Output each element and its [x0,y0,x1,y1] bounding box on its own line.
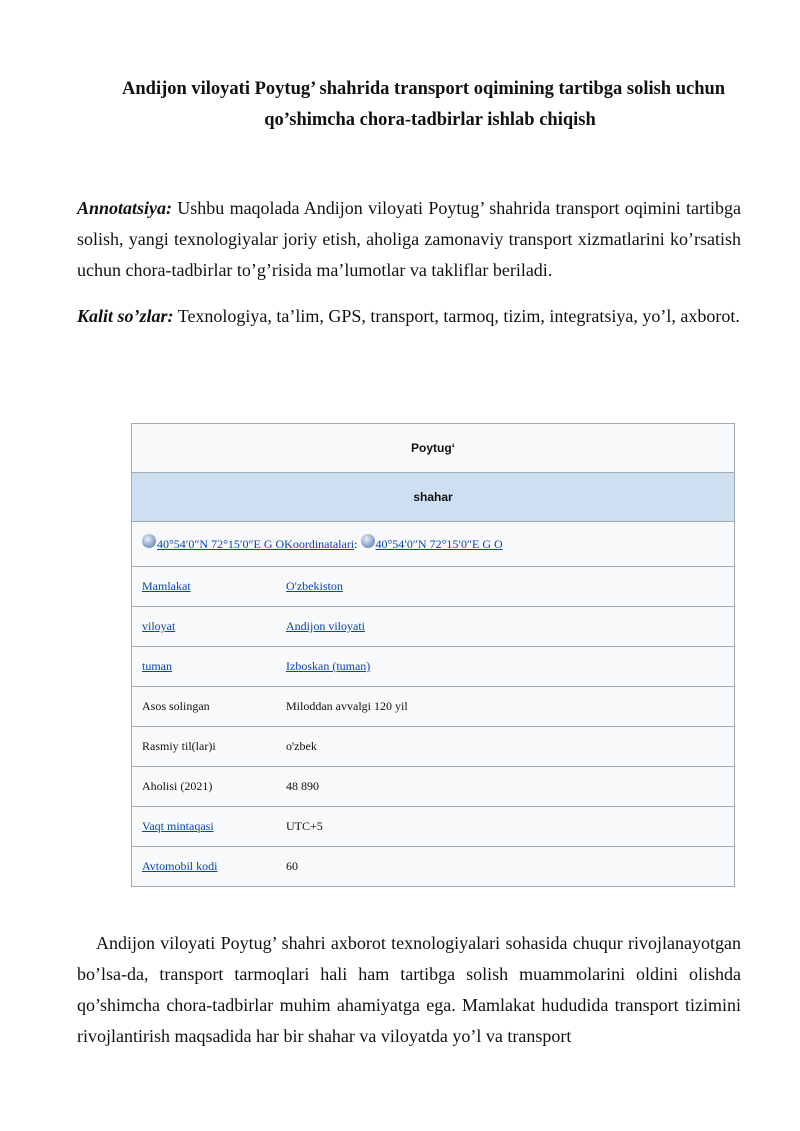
infobox-row-label: Asos solingan [142,699,210,713]
infobox-row [132,647,734,687]
infobox-row-label: Aholisi (2021) [142,779,213,793]
title-line-2: qo’shimcha chora-tadbirlar ishlab chiqish [264,110,596,130]
infobox-row-value: 48 890 [286,779,319,793]
infobox-row [132,567,734,607]
keywords-lead: Kalit so’zlar: [77,306,174,326]
keywords-text: Texnologiya, ta’lim, GPS, transport, tarmoq, tizim, integratsiya, yo’l, axborot. [177,306,740,326]
infobox-row-label[interactable]: Mamlakat [142,579,191,593]
infobox-row-value: UTC+5 [286,819,323,833]
infobox-row [132,847,734,886]
infobox-subtitle: shahar [132,473,734,522]
title-line-1: Andijon viloyati Poytug’ shahrida transport oqimining tartibga solish uchun [122,79,726,99]
infobox-title: Poytug‘ [132,424,734,473]
coordinates-colon: : [354,536,358,551]
infobox-row-label[interactable]: Vaqt mintaqasi [142,819,214,833]
infobox-coordinates [132,522,734,567]
coordinates-label-link[interactable]: Koordinatalari [284,536,355,551]
coordinates-link-2[interactable]: 40°54′0″N 72°15′0″E G O [375,536,503,551]
annotation-lead: Annotatsiya: [77,198,173,218]
coordinates-link-1[interactable]: 40°54′0″N 72°15′0″E G O [157,536,285,551]
infobox-row-label[interactable]: Avtomobil kodi [142,859,218,873]
globe-icon[interactable] [361,534,375,548]
infobox-row [132,687,734,727]
article-title [100,74,760,136]
annotation-paragraph [77,193,741,286]
infobox-row [132,727,734,767]
infobox-row [132,607,734,647]
infobox-row-value: Miloddan avvalgi 120 yil [286,699,408,713]
infobox-row-label[interactable]: viloyat [142,619,176,633]
infobox-row-value: 60 [286,859,298,873]
infobox-row [132,767,734,807]
infobox-row-value[interactable]: O'zbekiston [286,579,343,593]
infobox-row-label: Rasmiy til(lar)i [142,739,216,753]
body-paragraph: Andijon viloyati Poytug’ shahri axborot texnologiyalari sohasida chuqur rivojlanayotgan bo’lsa-da, transport tarmoqlari hali ham tartibga solish muammolarini oldini olishda qo’shimcha chora-tadbirlar muhim ahamiyatga ega. Mamlakat hududida transport tizimini rivojlantirish maqsadida har bir shahar va viloyatda yo’l va transport [77,933,741,1046]
infobox [131,423,735,887]
infobox-row-value[interactable]: Andijon viloyati [286,619,365,633]
keywords-paragraph [77,301,741,332]
infobox-row-label[interactable]: tuman [142,659,172,673]
infobox-row-value[interactable]: Izboskan (tuman) [286,659,371,673]
globe-icon[interactable] [142,534,156,548]
infobox-row [132,807,734,847]
annotation-text: Ushbu maqolada Andijon viloyati Poytug’ shahrida transport oqimini tartibga solish, yangi texnologiyalar joriy etish, aholiga zamonaviy transport xizmatlarini ko’rsatish uchun chora-tadbirlar to’g’risida ma’lumotlar va takliflar beriladi. [77,198,741,280]
infobox-row-value: o'zbek [286,739,317,753]
